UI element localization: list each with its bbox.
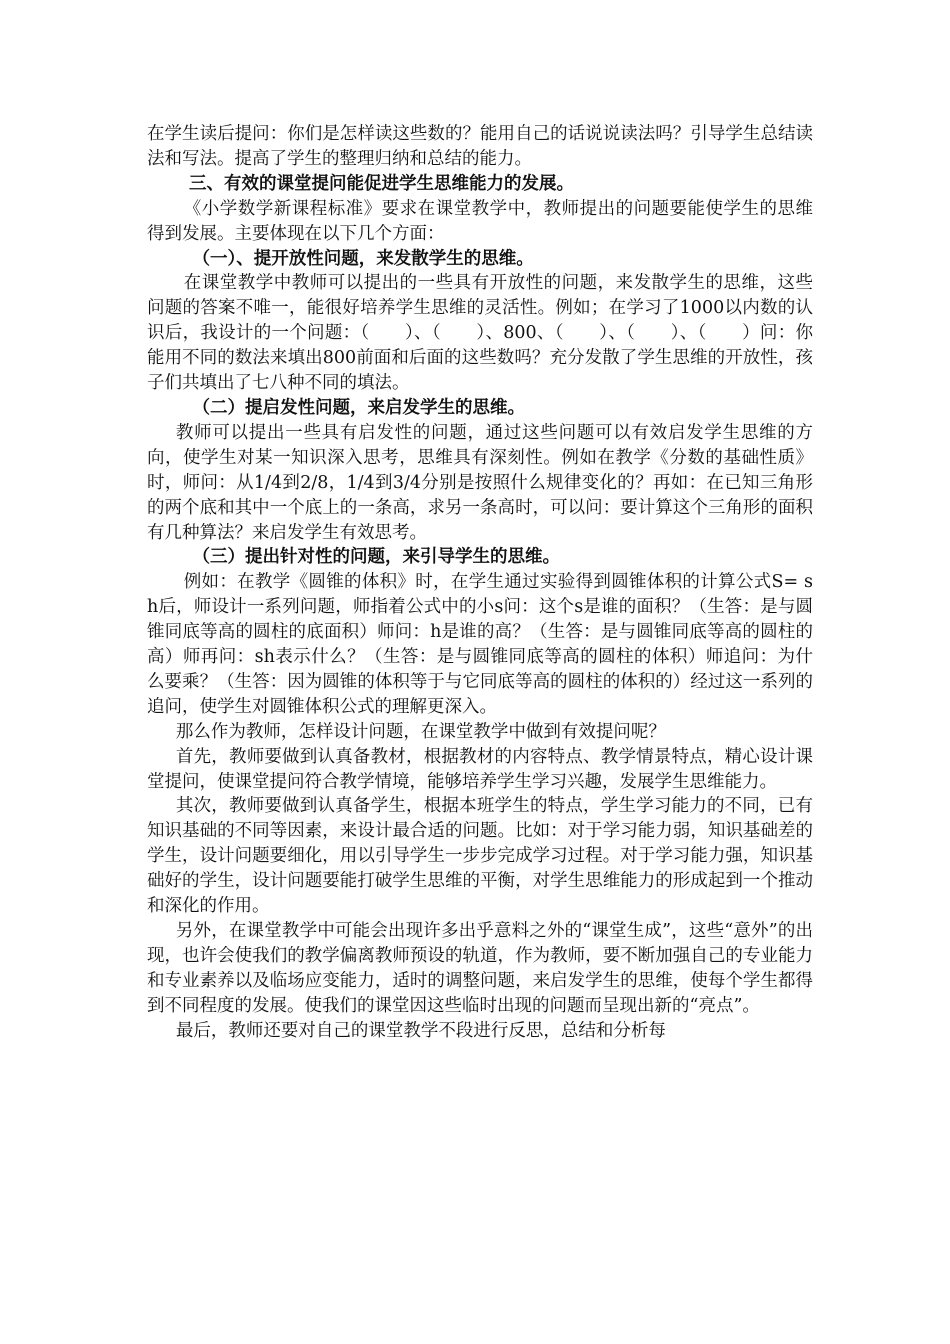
paragraph-curriculum-standard: 《小学数学新课程标准》要求在课堂教学中，教师提出的问题要能使学生的思维得到发展。主要体现在以下几个方面： bbox=[147, 198, 813, 244]
paragraph-continuation: 在学生读后提问：你们是怎样读这些数的？能用自己的话说说读法吗？引导学生总结读法和写法。提高了学生的整理归纳和总结的能力。 bbox=[147, 124, 813, 169]
paragraph-besides: 另外，在课堂教学中可能会出现许多出乎意料之外的“课堂生成”，这些“意外”的出现，也许会使我们的教学偏离教师预设的轨道，作为教师，要不断加强自己的专业能力和专业素养以及临场应变能力，适时的调整问题，来启发学生的思维，使每个学生都得到不同程度的发展。使我们的课堂因这些临时出现的问题而呈现出新的“亮点”。 bbox=[147, 921, 813, 1016]
subheading-targeted-questions: （三）提出针对性的问题，来引导学生的思维。 bbox=[192, 547, 560, 568]
paragraph-first: 首先，教师要做到认真备教材，根据教材的内容特点、教学情景特点，精心设计课堂提问，使课堂提问符合教学情境，能够培养学生学习兴趣，发展学生思维能力。 bbox=[147, 746, 813, 792]
paragraph-open-questions: 在课堂教学中教师可以提出的一些具有开放性的问题，来发散学生的思维，这些问题的答案不唯一，能很好培养学生思维的灵活性。例如；在学习了1000以内数的认识后，我设计的一个问题：（ ）、（ ）、800、（ ）、（ ）、（ ）问：你能用不同的数法来填出800前面和后面的这些数吗？充分发散了学生思维的开放性，孩子们共填出了七八种不同的填法。 bbox=[147, 273, 813, 394]
paragraph-finally: 最后，教师还要对自己的课堂教学不段进行反思，总结和分析每 bbox=[175, 1020, 666, 1041]
paragraph-cone-volume-example: 例如：在教学《圆锥的体积》时，在学生通过实验得到圆锥体积的计算公式S= sh后，师设计一系列问题，师指着公式中的小s问：这个s是谁的面积？（生答：是与圆锥同底等高的圆柱的底面积）师问：h是谁的高？（生答：是与圆锥同底等高的圆柱的高）师再问：sh表示什么？（生答：是与圆锥同底等高的圆柱的体积）师追问：为什么要乘？（生答：因为圆锥的体积等于与它同底等高的圆柱的体积的）经过这一系列的追问，使学生对圆锥体积公式的理解更深入。 bbox=[147, 572, 813, 717]
subheading-open-questions: （一）、提开放性问题，来发散学生的思维。 bbox=[192, 248, 534, 269]
paragraph-heuristic-questions: 教师可以提出一些具有启发性的问题，通过这些问题可以有效启发学生思维的方向，使学生对某一知识深入思考，思维具有深刻性。例如在教学《分数的基础性质》时，师问：从1/4到2/8，1/4到3/4分别是按照什么规律变化的？再如：在已知三角形的两个底和其中一个底上的一条高，求另一条高时，可以问：要计算这个三角形的面积有几种算法？来启发学生有效思考。 bbox=[147, 422, 813, 543]
section-heading-three: 三、有效的课堂提问能促进学生思维能力的发展。 bbox=[189, 173, 574, 194]
document-body bbox=[147, 122, 813, 1044]
subheading-heuristic-questions: （二）提启发性问题，来启发学生的思维。 bbox=[192, 397, 525, 418]
paragraph-second: 其次，教师要做到认真备学生，根据本班学生的特点，学生学习能力的不同，已有知识基础的不同等因素，来设计最合适的问题。比如：对于学习能力弱，知识基础差的学生，设计问题要细化，用以引导学生一步步完成学习过程。对于学习能力强，知识基础好的学生，设计问题要能打破学生思维的平衡，对学生思维能力的形成起到一个推动和深化的作用。 bbox=[147, 796, 813, 917]
paragraph-design-question: 那么作为教师，怎样设计问题，在课堂教学中做到有效提问呢？ bbox=[175, 721, 666, 742]
